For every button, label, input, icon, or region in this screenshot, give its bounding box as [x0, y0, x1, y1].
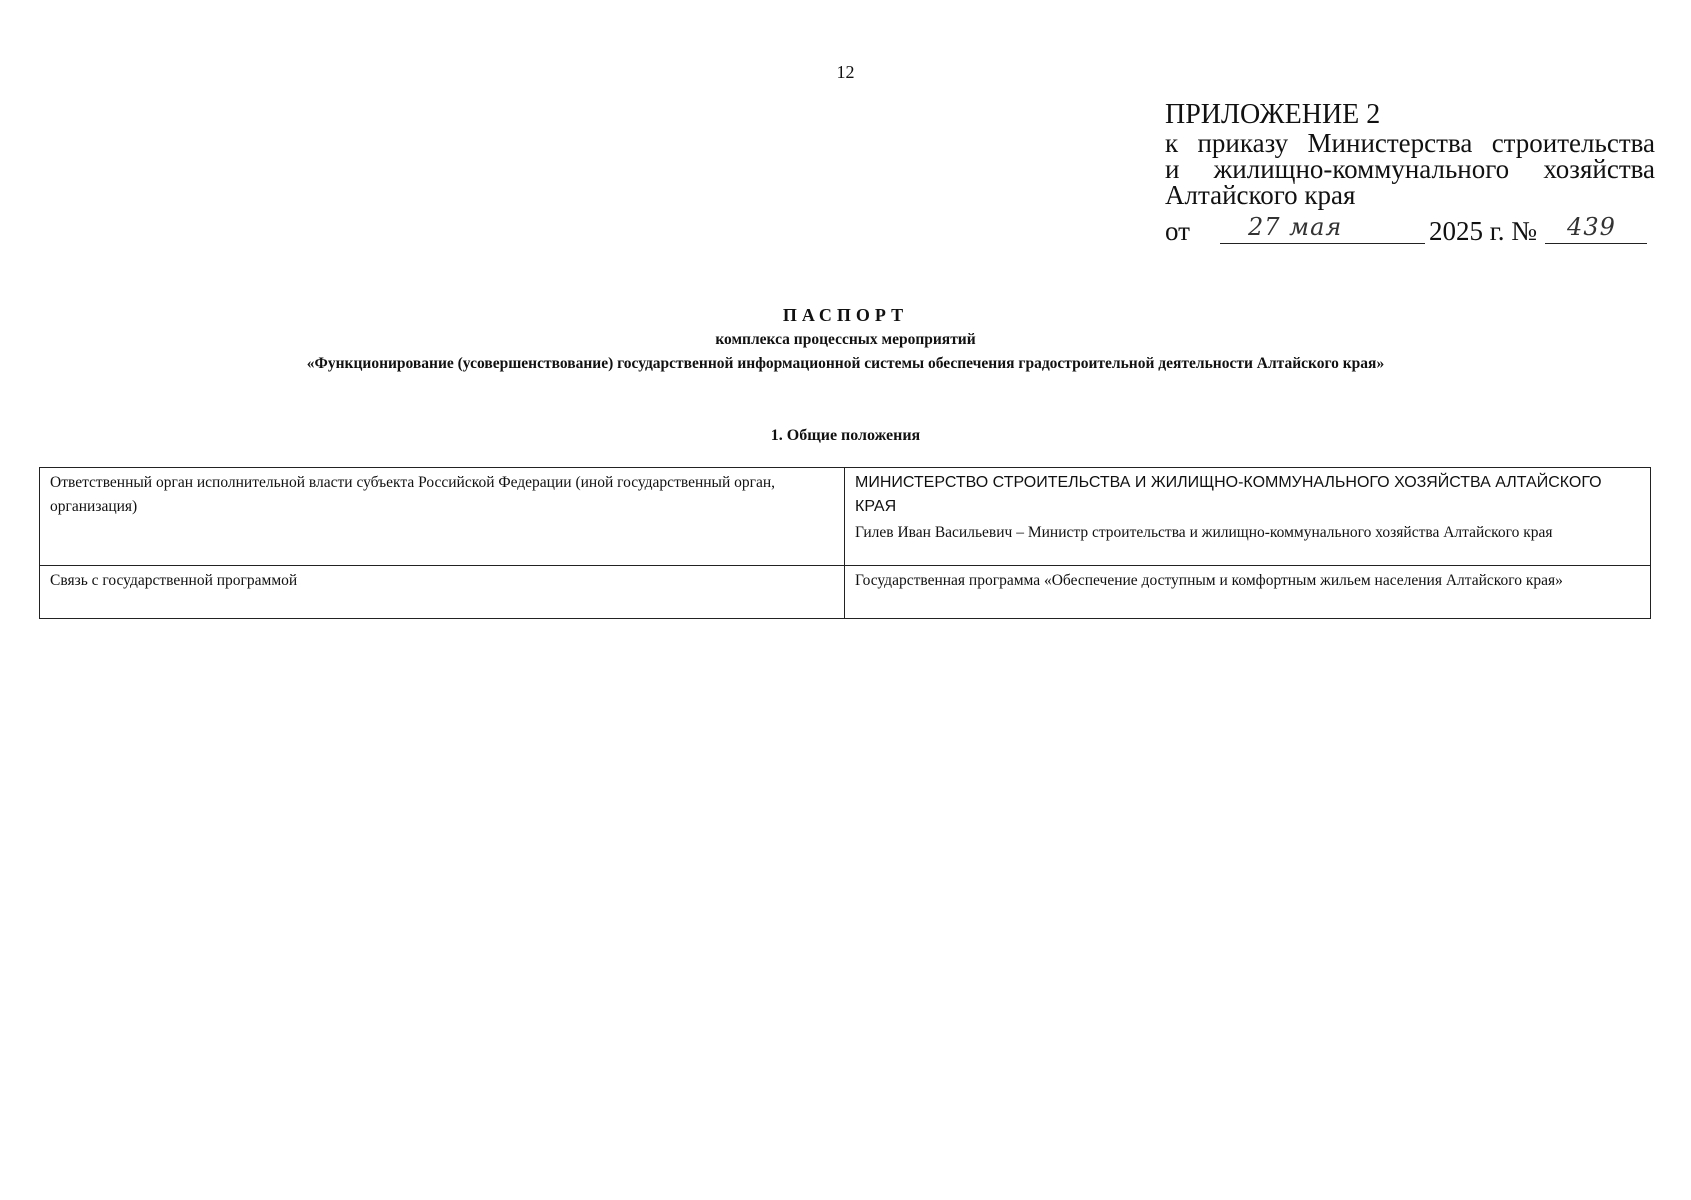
section-heading: 1. Общие положения — [770, 427, 921, 444]
general-provisions-table — [39, 467, 1651, 619]
appendix-date-line — [1165, 210, 1655, 244]
page-number: 12 — [836, 62, 855, 82]
responsible-head: Гилев Иван Васильевич – Министр строительства и жилищно-коммунального хозяйства Алтайского края — [855, 524, 1553, 541]
responsible-organization-name: МИНИСТЕРСТВО СТРОИТЕЛЬСТВА И ЖИЛИЩНО-КОММУНАЛЬНОГО ХОЗЯЙСТВА АЛТАЙСКОГО КРАЯ — [855, 474, 1602, 515]
table-cell-label: Связь с государственной программой — [40, 566, 845, 619]
passport-subtitle: комплекса процессных мероприятий — [715, 331, 976, 348]
handwritten-order-number: 439 — [1545, 216, 1647, 244]
passport-title: ПАСПОРТ — [782, 305, 909, 325]
handwritten-date: 27 мая — [1220, 216, 1425, 244]
table-cell-value — [845, 468, 1651, 566]
appendix-line-ministry: и жилищно-коммунального хозяйства — [1165, 154, 1655, 184]
table-cell-label: Ответственный орган исполнительной власти субъекта Российской Федерации (иной государственный орган, организация) — [40, 468, 845, 566]
appendix-title: ПРИЛОЖЕНИЕ 2 — [1165, 99, 1381, 130]
appendix-header — [1165, 100, 1655, 244]
date-prefix: от — [1165, 216, 1190, 246]
table-row — [40, 468, 1651, 566]
order-year-number-label: 2025 г. № — [1429, 216, 1538, 246]
appendix-line-region: Алтайского края — [1165, 180, 1356, 210]
passport-program-name: «Функционирование (усовершенствование) государственной информационной системы обеспечения градостроительной деятельности Алтайского края» — [306, 355, 1385, 372]
table-row — [40, 566, 1651, 619]
table-cell-value: Государственная программа «Обеспечение доступным и комфортным жильем населения Алтайского края» — [845, 566, 1651, 619]
appendix-line-order: к приказу Министерства строительства — [1165, 128, 1655, 158]
